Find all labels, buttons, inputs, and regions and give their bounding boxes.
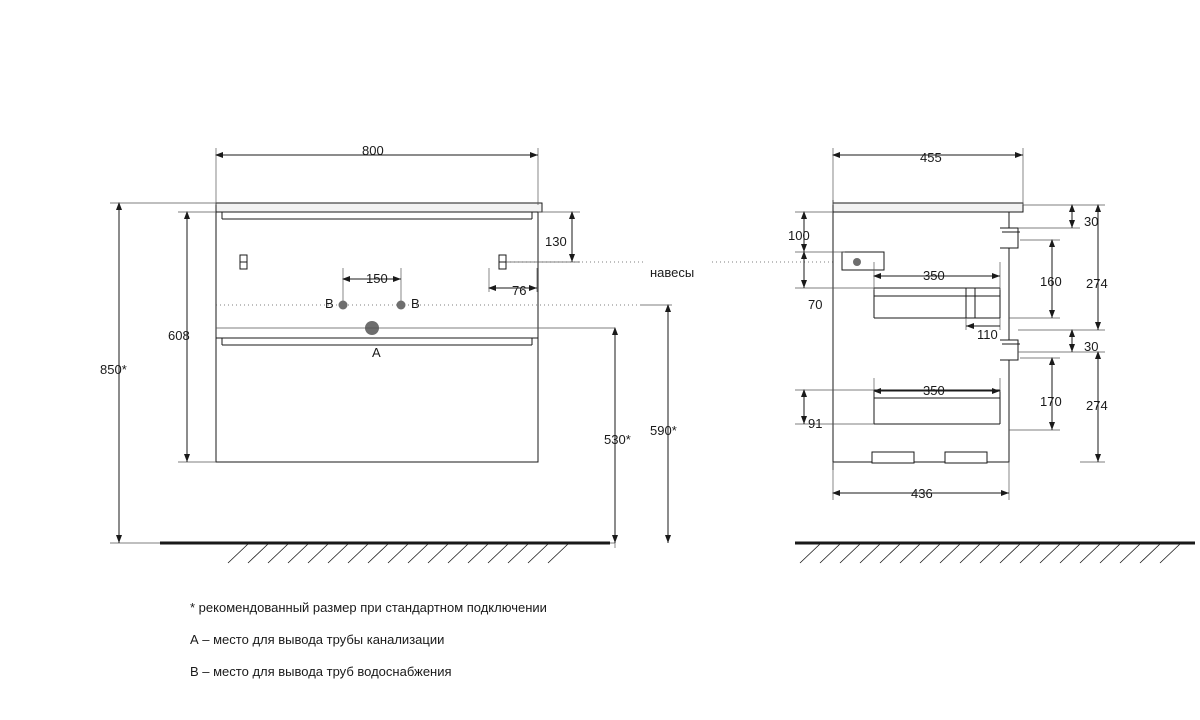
- dim-label-110: 110: [977, 327, 998, 342]
- dim-label-91: 91: [808, 416, 823, 431]
- front-view-cabinet: [216, 203, 542, 462]
- dim-label-height-850: 850*: [100, 362, 127, 377]
- dim-label-274-bottom: 274: [1086, 398, 1108, 413]
- dim-side-30-mid: [1018, 330, 1080, 352]
- dim-label-76: 76: [512, 283, 527, 298]
- dim-label-100: 100: [788, 228, 810, 243]
- dim-label-350-bottom: 350: [923, 383, 945, 398]
- dim-label-30-top: 30: [1084, 214, 1099, 229]
- marker-label-a: A: [372, 345, 381, 360]
- dim-label-70: 70: [808, 297, 823, 312]
- dim-label-530: 530*: [604, 432, 631, 447]
- callout-label-navesy: навесы: [650, 265, 695, 280]
- dim-label-436: 436: [911, 486, 933, 501]
- marker-label-b-left: B: [325, 296, 334, 311]
- dim-label-274-top: 274: [1086, 276, 1108, 291]
- dim-label-590: 590*: [650, 423, 677, 438]
- dim-label-width-800: 800: [362, 143, 384, 158]
- dim-side-30-top: [1018, 205, 1080, 228]
- dim-label-160: 160: [1040, 274, 1062, 289]
- dim-label-350-top: 350: [923, 268, 945, 283]
- dim-label-30-mid: 30: [1084, 339, 1099, 354]
- note-item: * рекомендованный размер при стандартном подключении: [190, 600, 547, 615]
- note-item: В – место для вывода труб водоснабжения: [190, 664, 452, 679]
- drawing-notes: [190, 600, 547, 696]
- marker-label-b-right: B: [411, 296, 420, 311]
- dim-label-130: 130: [545, 234, 567, 249]
- dim-label-depth-455: 455: [920, 150, 942, 165]
- note-item: А – место для вывода трубы канализации: [190, 632, 445, 647]
- dim-label-170: 170: [1040, 394, 1062, 409]
- dim-label-height-608: 608: [168, 328, 190, 343]
- dim-label-150: 150: [366, 271, 388, 286]
